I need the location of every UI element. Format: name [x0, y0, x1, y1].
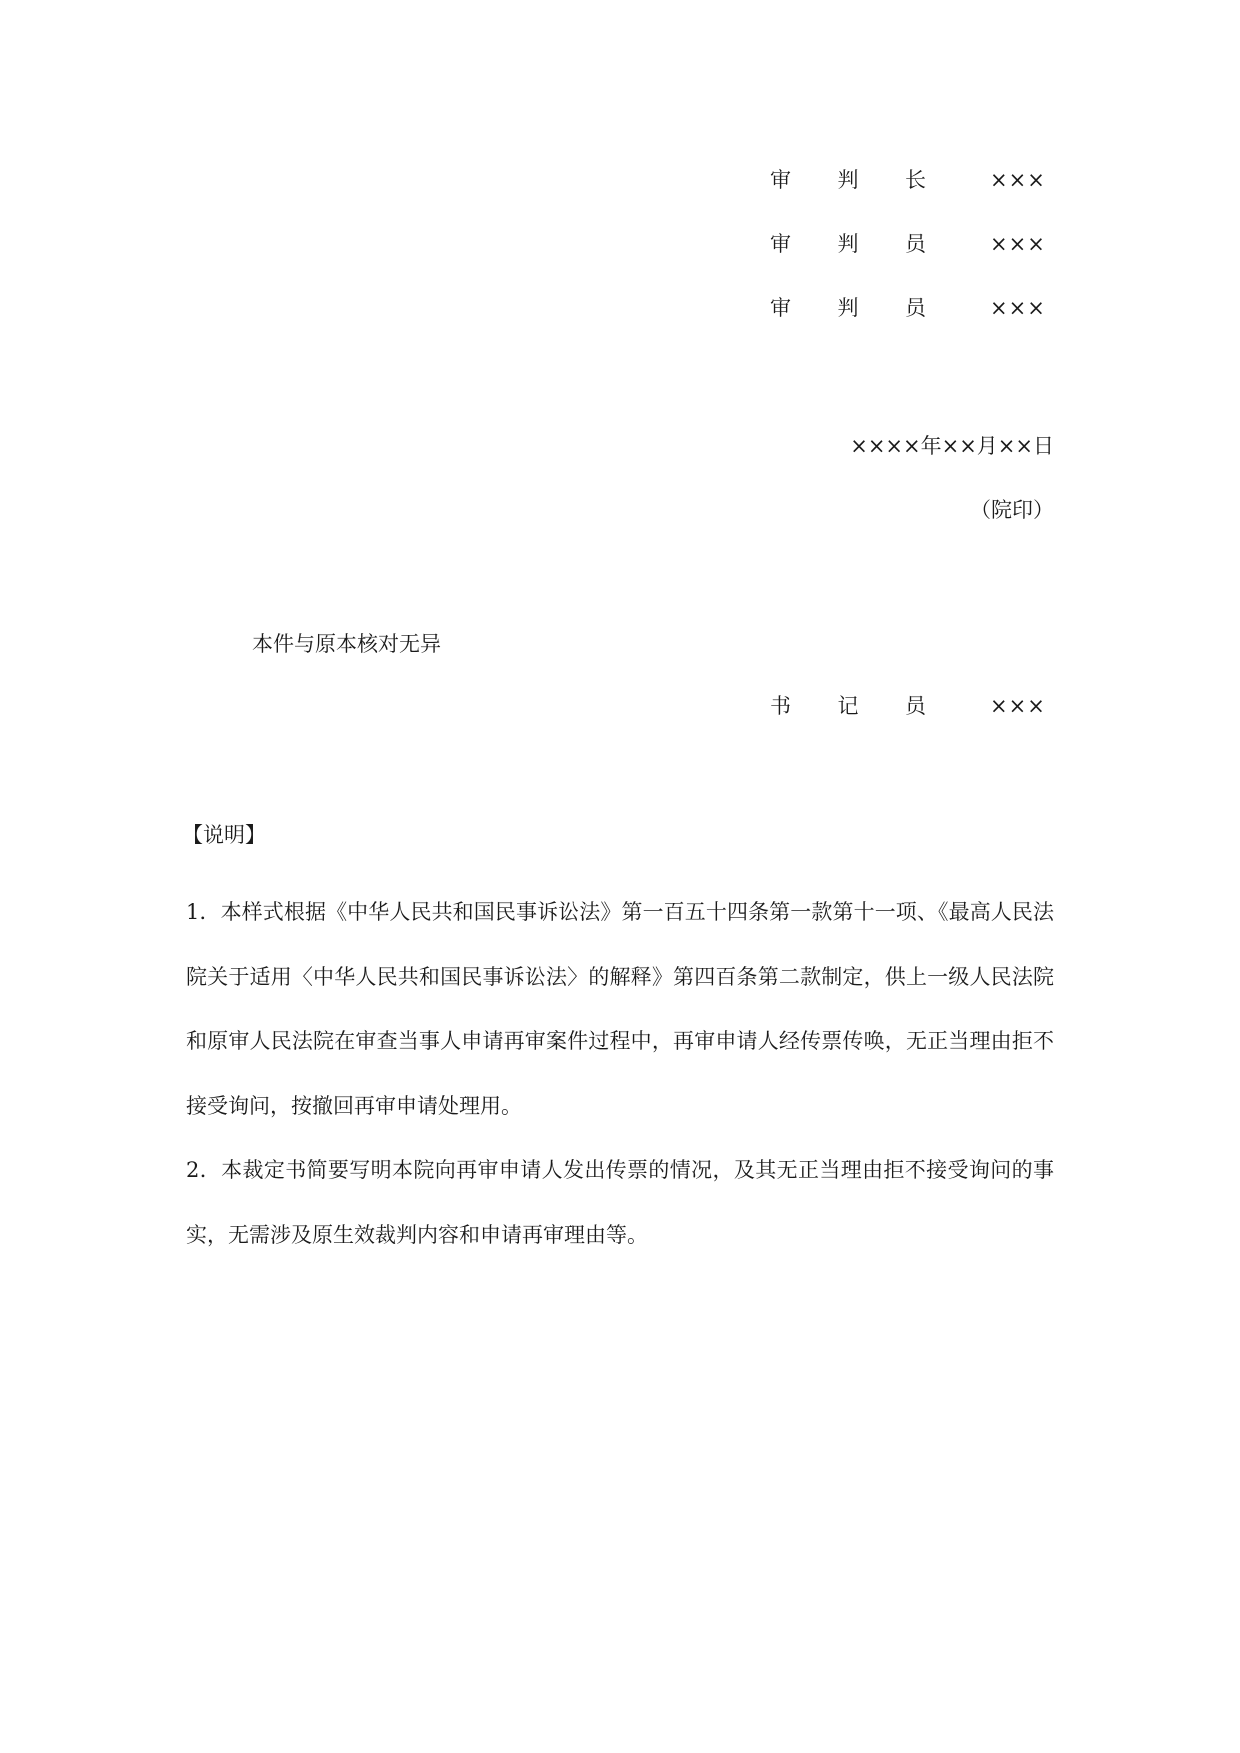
court-seal: （院印） — [970, 498, 1054, 522]
signature-title: 书 记 员 — [770, 694, 926, 718]
signature-name: ××× — [990, 168, 1046, 192]
signature-name: ××× — [990, 694, 1046, 718]
signature-name: ××× — [990, 232, 1046, 256]
signature-title: 审 判 员 — [770, 232, 926, 256]
signature-name: ××× — [990, 296, 1046, 320]
verification-statement: 本件与原本核对无异 — [252, 632, 441, 656]
note-item-2: 2．本裁定书简要写明本院向再审申请人发出传票的情况，及其无正当理由拒不接受询问的事实，无需涉及原生效裁判内容和申请再审理由等。 — [186, 1158, 1054, 1247]
notes-heading: 【说明】 — [182, 823, 266, 847]
signature-title: 审 判 员 — [770, 296, 926, 320]
document-date: ××××年××月××日 — [850, 434, 1054, 458]
note-item-1: 1．本样式根据《中华人民共和国民事诉讼法》第一百五十四条第一款第十一项、《最高人民法院关于适用〈中华人民共和国民事诉讼法〉的解释》第四百条第二款制定，供上一级人民法院和原审人民法院在审查当事人申请再审案件过程中，再审申请人经传票传唤，无正当理由拒不接受询问，按撤回再审申请处理用。 — [186, 900, 1054, 1118]
signature-title: 审 判 长 — [770, 168, 926, 192]
notes-section — [182, 817, 1054, 1267]
